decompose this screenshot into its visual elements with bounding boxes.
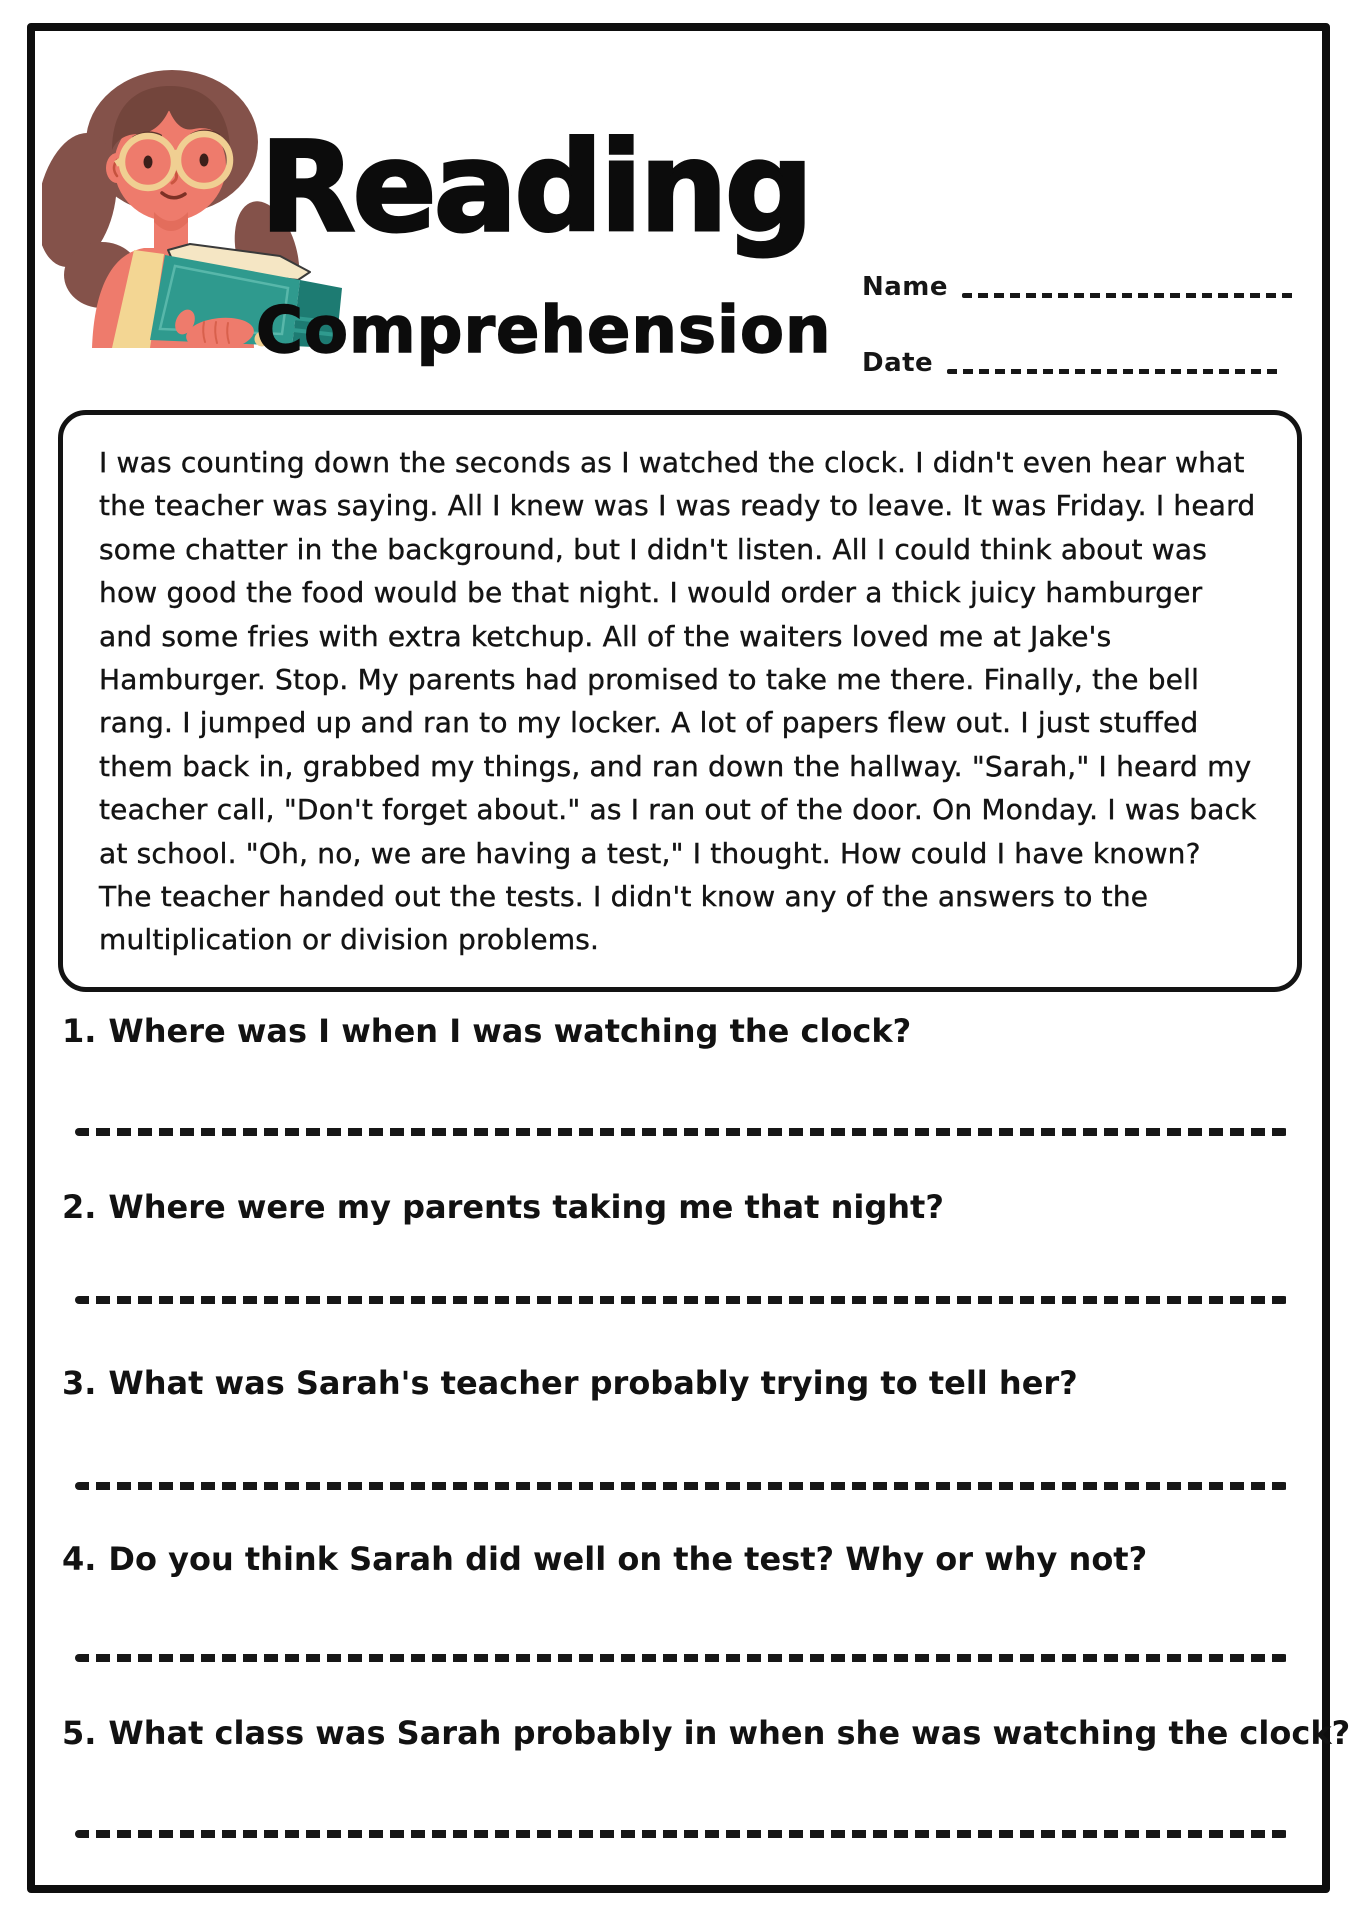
page-subtitle: Comprehension (256, 294, 832, 368)
question-text: What class was Sarah probably in when she was watching the clock? (108, 1714, 1351, 1752)
passage-text: I was counting down the seconds as I watched the clock. I didn't even hear what the teacher was saying. All I knew was I was ready to leave. It was Friday. I heard some chatter in the background, but I didn't listen. All I could think about was how good the food would be that night. I would order a thick juicy hamburger and some fries with extra ketchup. All of the waiters loved me at Jake's Hamburger. Stop. My parents had promised to take me there. Finally, the bell rang. I jumped up and ran to my locker. A lot of papers flew out. I just stuffed them back in, grabbed my things, and ran down the hallway. "Sarah," I heard my teacher call, "Don't forget about." as I ran out of the door. On Monday. I was back at school. "Oh, no, we are having a test," I thought. How could I have known? The teacher handed out the tests. I didn't know any of the answers to the multiplication or division problems. (99, 446, 1257, 957)
question-number: 4. (62, 1540, 97, 1578)
question-4 (62, 1540, 1302, 1578)
question-text: Where were my parents taking me that night? (108, 1188, 944, 1226)
right-eye (200, 154, 209, 167)
left-eye (144, 156, 153, 169)
question-number: 1. (62, 1012, 97, 1050)
passage-box (58, 410, 1302, 992)
name-label: Name (862, 272, 949, 302)
question-3 (62, 1364, 1302, 1402)
question-number: 5. (62, 1714, 97, 1752)
answer-line-3 (75, 1482, 1288, 1490)
date-label: Date (862, 348, 934, 378)
date-blank-line (947, 369, 1279, 374)
answer-line-5 (75, 1830, 1288, 1838)
question-number: 3. (62, 1364, 97, 1402)
question-1 (62, 1012, 1302, 1050)
date-field-row (862, 348, 1279, 378)
answer-line-2 (75, 1296, 1288, 1304)
name-blank-line (962, 293, 1294, 298)
answer-line-4 (75, 1654, 1288, 1662)
question-text: Do you think Sarah did well on the test? Why or why not? (108, 1540, 1148, 1578)
question-text: What was Sarah's teacher probably trying to tell her? (108, 1364, 1078, 1402)
page-title: Reading (260, 116, 811, 260)
name-field-row (862, 272, 1294, 302)
question-text: Where was I when I was watching the clock? (108, 1012, 912, 1050)
question-2 (62, 1188, 1302, 1226)
question-number: 2. (62, 1188, 97, 1226)
question-5 (62, 1714, 1351, 1752)
answer-line-1 (75, 1128, 1288, 1136)
